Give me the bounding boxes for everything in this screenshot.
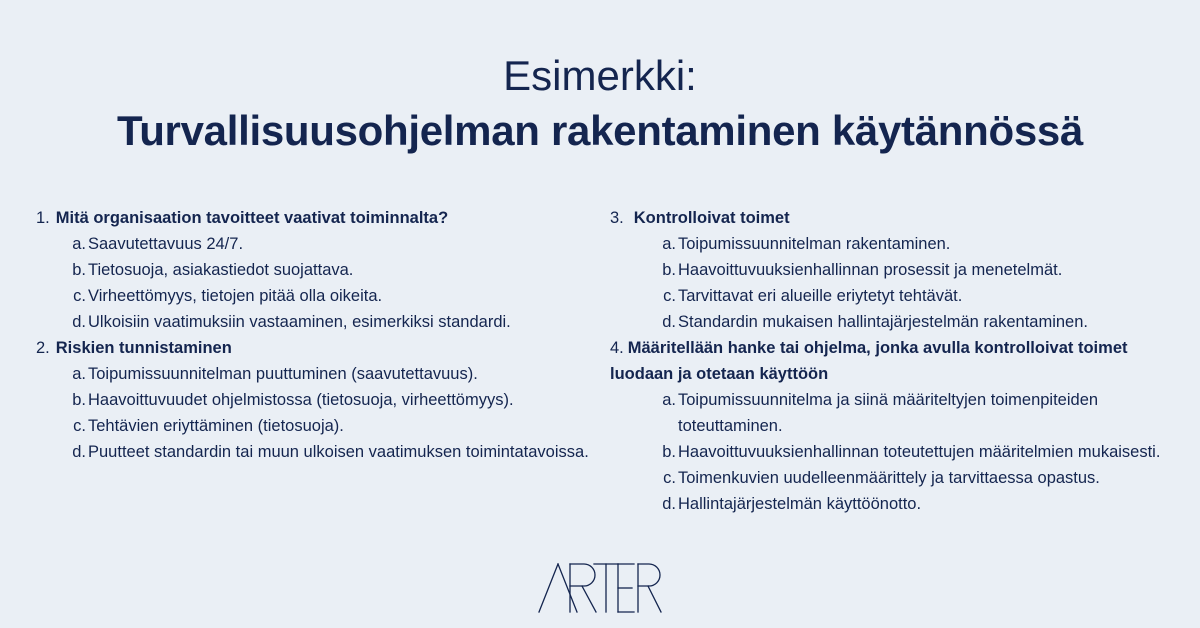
- item-text: Toipumissuunnitelman rakentaminen.: [678, 235, 951, 253]
- section-heading: [36, 335, 596, 361]
- item-text: Haavoittuvuuksienhallinnan toteutettujen määritelmien mukaisesti.: [678, 443, 1161, 461]
- item-letter: b.: [72, 261, 86, 279]
- item-text: Tarvittavat eri alueille eriytetyt tehtävät.: [678, 287, 963, 305]
- item-text: Ulkoisiin vaatimuksiin vastaaminen, esimerkiksi standardi.: [88, 313, 511, 331]
- item-text: Standardin mukaisen hallintajärjestelmän rakentaminen.: [678, 313, 1088, 331]
- item-letter: a.: [662, 391, 676, 409]
- list-item: [610, 231, 1180, 257]
- section-number: 4.: [610, 339, 624, 357]
- item-letter: c.: [663, 287, 676, 305]
- list-item: [36, 309, 596, 335]
- list-item: [610, 309, 1180, 335]
- list-item: [610, 491, 1180, 517]
- item-letter: c.: [73, 287, 86, 305]
- item-letter: d.: [72, 313, 86, 331]
- item-text: Haavoittuvuuksienhallinnan prosessit ja menetelmät.: [678, 261, 1063, 279]
- section-title: Riskien tunnistaminen: [55, 339, 232, 357]
- right-column: [610, 205, 1180, 517]
- item-text: Puutteet standardin tai muun ulkoisen vaatimuksen toimintatavoissa.: [88, 443, 589, 461]
- section-1: [36, 205, 596, 335]
- item-text: Virheettömyys, tietojen pitää olla oikeita.: [88, 287, 383, 305]
- item-letter: b.: [72, 391, 86, 409]
- section-4: [610, 335, 1180, 517]
- item-letter: a.: [72, 365, 86, 383]
- item-text: Toipumissuunnitelman puuttuminen (saavutettavuus).: [88, 365, 478, 383]
- list-item: [36, 439, 596, 465]
- item-text: Haavoittuvuudet ohjelmistossa (tietosuoja, virheettömyys).: [88, 391, 514, 409]
- item-text: Saavutettavuus 24/7.: [88, 235, 244, 253]
- item-text: Tietosuoja, asiakastiedot suojattava.: [88, 261, 354, 279]
- section-heading: [36, 205, 596, 231]
- item-letter: c.: [663, 469, 676, 487]
- item-text: Toimenkuvien uudelleenmäärittely ja tarvittaessa opastus.: [678, 469, 1100, 487]
- item-letter: d.: [72, 443, 86, 461]
- item-text: Tehtävien eriyttäminen (tietosuoja).: [88, 417, 344, 435]
- list-item: [610, 283, 1180, 309]
- left-column: [36, 205, 596, 465]
- title-line-2: Turvallisuusohjelman rakentaminen käytännössä: [116, 107, 1084, 154]
- list-item: [36, 231, 596, 257]
- list-item: [610, 439, 1180, 465]
- list-item: [610, 257, 1180, 283]
- list-item: [36, 257, 596, 283]
- section-2: [36, 335, 596, 465]
- list-item: [36, 413, 596, 439]
- section-number: 2.: [36, 339, 50, 357]
- section-number: 1.: [36, 209, 50, 227]
- item-text: Toipumissuunnitelma ja siinä määriteltyjen toimenpiteiden toteuttaminen.: [678, 391, 1099, 435]
- list-item: [36, 387, 596, 413]
- section-number: 3.: [610, 209, 624, 227]
- title-line-1: Esimerkki:: [503, 52, 697, 99]
- arter-logo: [538, 562, 662, 614]
- page-title: [0, 50, 1200, 160]
- item-text: Hallintajärjestelmän käyttöönotto.: [678, 495, 922, 513]
- section-title: Määritellään hanke tai ohjelma, jonka avulla kontrolloivat toimet luodaan ja otetaan käyttöön: [610, 339, 1128, 383]
- section-title: Mitä organisaation tavoitteet vaativat toiminnalta?: [55, 209, 449, 227]
- item-letter: a.: [662, 235, 676, 253]
- section-heading: [610, 335, 1180, 387]
- section-3: [610, 205, 1180, 335]
- item-letter: b.: [662, 261, 676, 279]
- list-item: [36, 361, 596, 387]
- section-heading: [610, 205, 1180, 231]
- item-letter: a.: [72, 235, 86, 253]
- list-item: [610, 465, 1180, 491]
- list-item: [610, 387, 1180, 439]
- item-letter: b.: [662, 443, 676, 461]
- item-letter: c.: [73, 417, 86, 435]
- item-letter: d.: [662, 495, 676, 513]
- list-item: [36, 283, 596, 309]
- item-letter: d.: [662, 313, 676, 331]
- section-title: Kontrolloivat toimet: [633, 209, 790, 227]
